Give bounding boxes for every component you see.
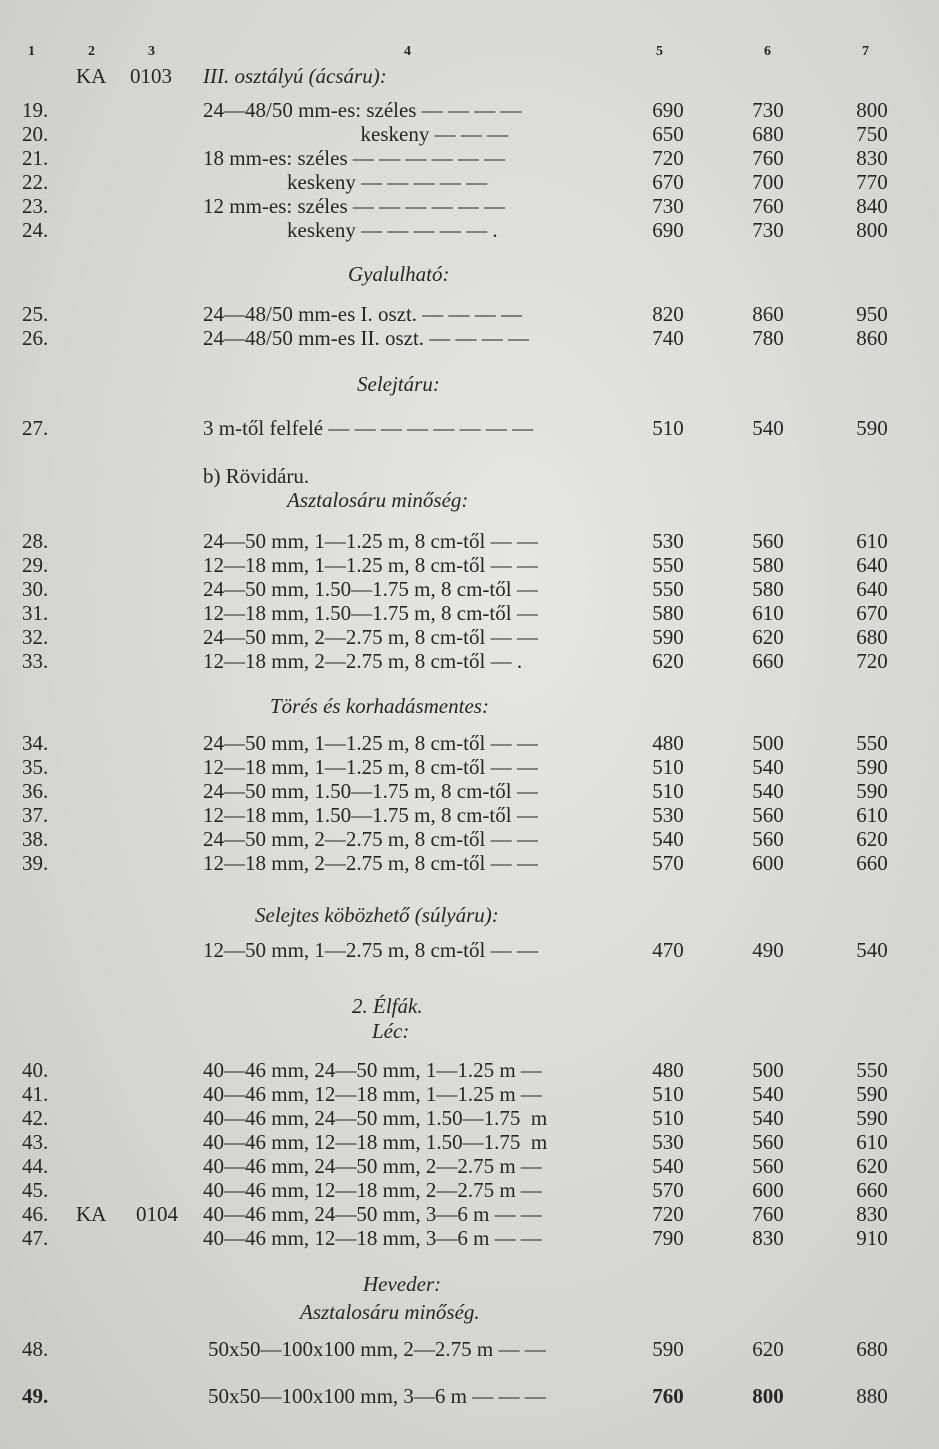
price-col7: 590: [856, 755, 888, 779]
row-description: 24—48/50 mm-es: széles — — — —: [203, 98, 522, 122]
price-col7: 610: [856, 803, 888, 827]
price-col6: 600: [752, 851, 784, 875]
price-col5: 540: [652, 827, 684, 851]
price-col7: 830: [856, 1202, 888, 1226]
price-col7: 770: [856, 170, 888, 194]
price-col7: 550: [856, 731, 888, 755]
price-col5: 590: [652, 625, 684, 649]
price-col5: 530: [652, 803, 684, 827]
code-ka: KA: [76, 1202, 107, 1226]
row-number: 47.: [22, 1226, 49, 1250]
price-col5: 480: [652, 1058, 684, 1082]
row-description: 40—46 mm, 12—18 mm, 3—6 m — —: [203, 1226, 542, 1250]
price-col5: 530: [652, 529, 684, 553]
section-heading-lec: Léc:: [372, 1019, 410, 1043]
price-col6: 540: [752, 755, 784, 779]
row-description: 40—46 mm, 24—50 mm, 1.50—1.75 m: [203, 1106, 548, 1130]
price-col6: 620: [752, 1337, 784, 1361]
row-number: 28.: [22, 529, 49, 553]
price-col5: 580: [652, 601, 684, 625]
price-col7: 680: [856, 1337, 888, 1361]
row-number: 30.: [22, 577, 49, 601]
price-col6: 760: [752, 146, 784, 170]
price-col7: 910: [856, 1226, 888, 1250]
price-col7: 610: [856, 529, 888, 553]
section-heading-selejtes: Selejtes köbözhető (súlyáru):: [255, 903, 499, 927]
price-col7: 640: [856, 577, 888, 601]
price-col5: 530: [652, 1130, 684, 1154]
price-col5: 590: [652, 1337, 684, 1361]
price-col7: 640: [856, 553, 888, 577]
row-number: 44.: [22, 1154, 49, 1178]
price-col7: 590: [856, 1106, 888, 1130]
price-col5: 790: [652, 1226, 684, 1250]
price-col6: 540: [752, 416, 784, 440]
price-col6: 600: [752, 1178, 784, 1202]
row-number: 39.: [22, 851, 49, 875]
row-number: 32.: [22, 625, 49, 649]
row-description: 18 mm-es: széles — — — — — —: [203, 146, 506, 170]
row-description: 12—18 mm, 2—2.75 m, 8 cm-től — —: [203, 851, 538, 875]
price-col7: 830: [856, 146, 888, 170]
price-col6: 560: [752, 529, 784, 553]
row-number: 21.: [22, 146, 49, 170]
row-number: 27.: [22, 416, 49, 440]
price-col5: 570: [652, 1178, 684, 1202]
row-number: 31.: [22, 601, 49, 625]
price-col6: 490: [752, 938, 784, 962]
row-number: 25.: [22, 302, 49, 326]
price-col7: 660: [856, 1178, 888, 1202]
price-col5: 720: [652, 1202, 684, 1226]
price-col6: 800: [752, 1384, 784, 1408]
code-number: 0104: [136, 1202, 178, 1226]
row-description: 40—46 mm, 12—18 mm, 1—1.25 m —: [203, 1082, 542, 1106]
row-description: 12—18 mm, 1.50—1.75 m, 8 cm-től —: [203, 601, 538, 625]
code-ka: KA: [76, 64, 107, 88]
row-description: 40—46 mm, 24—50 mm, 2—2.75 m —: [203, 1154, 542, 1178]
price-col6: 560: [752, 803, 784, 827]
section-title-iii: III. osztályú (ácsáru):: [203, 64, 387, 88]
row-description: 50x50—100x100 mm, 2—2.75 m — —: [208, 1337, 546, 1361]
row-number: 40.: [22, 1058, 49, 1082]
row-number: 23.: [22, 194, 49, 218]
row-number: 29.: [22, 553, 49, 577]
price-col5: 470: [652, 938, 684, 962]
price-col5: 690: [652, 98, 684, 122]
section-heading-gyalulhato: Gyalulható:: [348, 262, 450, 286]
price-col7: 540: [856, 938, 888, 962]
row-description: 12 mm-es: széles — — — — — —: [203, 194, 506, 218]
row-description: 40—46 mm, 24—50 mm, 1—1.25 m —: [203, 1058, 542, 1082]
row-description: keskeny — — — — — .: [203, 218, 498, 242]
row-description: keskeny — — — — —: [203, 170, 488, 194]
price-col6: 730: [752, 218, 784, 242]
row-number: 24.: [22, 218, 49, 242]
row-description: 3 m-től felfelé — — — — — — — —: [203, 416, 534, 440]
price-col7: 610: [856, 1130, 888, 1154]
row-number: 37.: [22, 803, 49, 827]
row-description: 12—18 mm, 1—1.25 m, 8 cm-től — —: [203, 553, 538, 577]
price-col5: 550: [652, 577, 684, 601]
price-col5: 760: [652, 1384, 684, 1408]
col-header-7: 7: [862, 44, 869, 59]
row-number: 45.: [22, 1178, 49, 1202]
price-col6: 540: [752, 779, 784, 803]
row-number: 35.: [22, 755, 49, 779]
price-col7: 590: [856, 416, 888, 440]
price-col7: 860: [856, 326, 888, 350]
price-col7: 800: [856, 218, 888, 242]
price-col7: 550: [856, 1058, 888, 1082]
row-number: 20.: [22, 122, 49, 146]
price-col5: 570: [652, 851, 684, 875]
col-header-3: 3: [148, 44, 155, 59]
row-description: 12—18 mm, 1.50—1.75 m, 8 cm-től —: [203, 803, 538, 827]
row-description: 40—46 mm, 12—18 mm, 1.50—1.75 m: [203, 1130, 548, 1154]
price-col6: 780: [752, 326, 784, 350]
price-col5: 720: [652, 146, 684, 170]
price-col7: 720: [856, 649, 888, 673]
section-heading-selejtaru: Selejtáru:: [357, 372, 440, 396]
row-description: keskeny — — —: [203, 122, 509, 146]
price-col7: 880: [856, 1384, 888, 1408]
row-number: 33.: [22, 649, 49, 673]
price-col6: 620: [752, 625, 784, 649]
row-description: 24—50 mm, 2—2.75 m, 8 cm-től — —: [203, 827, 538, 851]
row-description: 24—48/50 mm-es II. oszt. — — — —: [203, 326, 530, 350]
price-col6: 760: [752, 194, 784, 218]
price-col5: 510: [652, 416, 684, 440]
price-col6: 540: [752, 1106, 784, 1130]
code-number: 0103: [130, 64, 172, 88]
section-heading-asztalosaru-2: Asztalosáru minőség.: [300, 1300, 480, 1324]
price-col6: 560: [752, 827, 784, 851]
row-description: 12—18 mm, 2—2.75 m, 8 cm-től — .: [203, 649, 523, 673]
price-col7: 840: [856, 194, 888, 218]
row-description: 12—18 mm, 1—1.25 m, 8 cm-től — —: [203, 755, 538, 779]
price-col5: 550: [652, 553, 684, 577]
price-col5: 740: [652, 326, 684, 350]
price-col6: 660: [752, 649, 784, 673]
price-col7: 670: [856, 601, 888, 625]
section-heading-heveder: Heveder:: [363, 1272, 442, 1296]
price-col6: 730: [752, 98, 784, 122]
section-heading-elfak: 2. Élfák.: [352, 994, 423, 1018]
price-col7: 620: [856, 827, 888, 851]
row-number: 42.: [22, 1106, 49, 1130]
price-col5: 510: [652, 779, 684, 803]
price-col6: 500: [752, 1058, 784, 1082]
price-col6: 610: [752, 601, 784, 625]
row-description: 24—50 mm, 1.50—1.75 m, 8 cm-től —: [203, 779, 538, 803]
row-description: 12—50 mm, 1—2.75 m, 8 cm-től — —: [203, 938, 538, 962]
row-number: 34.: [22, 731, 49, 755]
price-col5: 510: [652, 1106, 684, 1130]
price-col7: 680: [856, 625, 888, 649]
price-col6: 540: [752, 1082, 784, 1106]
price-col6: 560: [752, 1130, 784, 1154]
price-col6: 500: [752, 731, 784, 755]
row-description: 40—46 mm, 12—18 mm, 2—2.75 m —: [203, 1178, 542, 1202]
price-col5: 510: [652, 755, 684, 779]
row-number: 19.: [22, 98, 49, 122]
row-description: 40—46 mm, 24—50 mm, 3—6 m — —: [203, 1202, 542, 1226]
price-col6: 560: [752, 1154, 784, 1178]
price-col5: 820: [652, 302, 684, 326]
price-col6: 830: [752, 1226, 784, 1250]
price-col7: 590: [856, 1082, 888, 1106]
price-col7: 660: [856, 851, 888, 875]
row-description: 50x50—100x100 mm, 3—6 m — — —: [208, 1384, 546, 1408]
col-header-4: 4: [404, 44, 411, 59]
row-description: 24—48/50 mm-es I. oszt. — — — —: [203, 302, 523, 326]
price-col7: 950: [856, 302, 888, 326]
price-col5: 650: [652, 122, 684, 146]
row-number: 46.: [22, 1202, 49, 1226]
price-col5: 480: [652, 731, 684, 755]
row-description: 24—50 mm, 2—2.75 m, 8 cm-től — —: [203, 625, 538, 649]
price-col6: 680: [752, 122, 784, 146]
price-col5: 690: [652, 218, 684, 242]
price-col6: 580: [752, 577, 784, 601]
col-header-6: 6: [764, 44, 771, 59]
row-description: 24—50 mm, 1—1.25 m, 8 cm-től — —: [203, 731, 538, 755]
price-col7: 620: [856, 1154, 888, 1178]
col-header-2: 2: [88, 44, 95, 59]
price-col7: 800: [856, 98, 888, 122]
section-heading-asztalosaru: Asztalosáru minőség:: [287, 488, 469, 512]
price-col5: 670: [652, 170, 684, 194]
price-col7: 750: [856, 122, 888, 146]
price-col6: 700: [752, 170, 784, 194]
col-header-1: 1: [28, 44, 35, 59]
row-description: 24—50 mm, 1—1.25 m, 8 cm-től — —: [203, 529, 538, 553]
price-col5: 540: [652, 1154, 684, 1178]
row-description: 24—50 mm, 1.50—1.75 m, 8 cm-től —: [203, 577, 538, 601]
row-number: 48.: [22, 1337, 49, 1361]
row-number: 38.: [22, 827, 49, 851]
price-col5: 620: [652, 649, 684, 673]
col-header-5: 5: [656, 44, 663, 59]
row-number: 22.: [22, 170, 49, 194]
row-number: 41.: [22, 1082, 49, 1106]
section-heading-rovidaru: b) Rövidáru.: [203, 464, 310, 488]
price-col6: 860: [752, 302, 784, 326]
price-col7: 590: [856, 779, 888, 803]
row-number: 26.: [22, 326, 49, 350]
price-col6: 760: [752, 1202, 784, 1226]
row-number: 49.: [22, 1384, 49, 1408]
price-col5: 510: [652, 1082, 684, 1106]
price-col5: 730: [652, 194, 684, 218]
row-number: 36.: [22, 779, 49, 803]
row-number: 43.: [22, 1130, 49, 1154]
price-col6: 580: [752, 553, 784, 577]
section-heading-tores: Törés és korhadásmentes:: [270, 694, 489, 718]
